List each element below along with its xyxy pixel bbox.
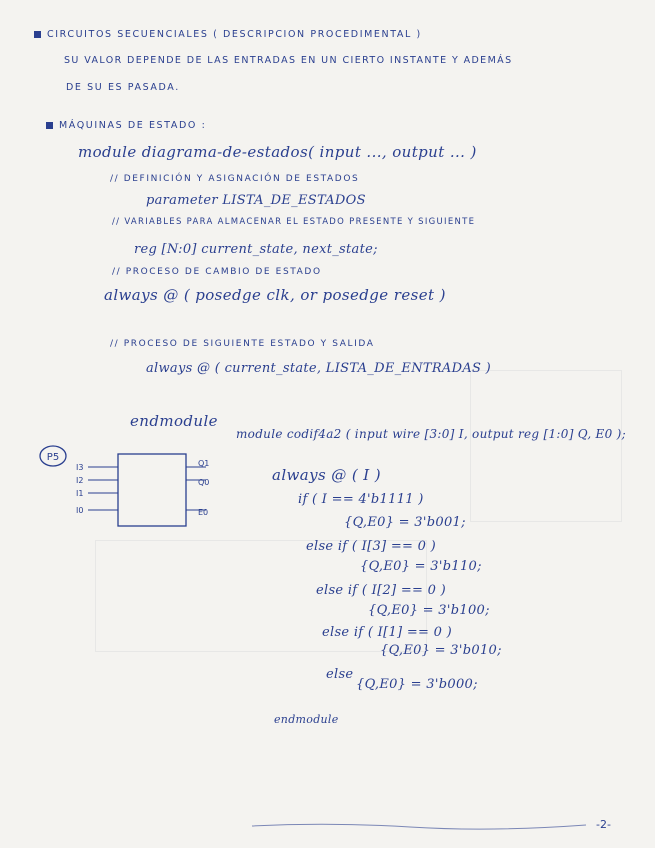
code-endmodule-1: endmodule <box>130 412 218 430</box>
code-module-declaration: module diagrama-de-estados( input ..., output ... ) <box>78 143 477 161</box>
bullet-mark <box>34 31 41 38</box>
code-always-clock: always @ ( posedge clk, or posedge reset ) <box>104 286 446 304</box>
output-label-e0: E0 <box>198 508 209 517</box>
input-label-i1: I1 <box>76 489 84 498</box>
bottom-rule <box>250 818 590 832</box>
code-assign-100: {Q,E0} = 3'b100; <box>368 603 490 618</box>
encoder-block <box>118 454 186 526</box>
page-number: -2- <box>596 818 611 831</box>
heading-circuitos-secuenciales <box>34 30 422 40</box>
comment-proceso-cambio-estado: // PROCESO DE CAMBIO DE ESTADO <box>112 267 322 277</box>
bullet-mark <box>46 122 53 129</box>
code-module-codif4a2: module codif4a2 ( input wire [3:0] I, output reg [1:0] Q, E0 ); <box>236 427 626 441</box>
input-label-i0: I0 <box>76 506 84 515</box>
output-label-q0: Q0 <box>198 478 210 487</box>
comment-proceso-siguiente-estado: // PROCESO DE SIGUIENTE ESTADO Y SALIDA <box>110 339 375 349</box>
text-line-definition: SU VALOR DEPENDE DE LAS ENTRADAS EN UN CIERTO INSTANTE Y ADEMÁS <box>64 55 513 66</box>
problem-label: P5 <box>46 452 60 463</box>
code-parameter-line: parameter LISTA_DE_ESTADOS <box>146 193 366 208</box>
output-label-q1: Q1 <box>198 459 210 468</box>
problem-label-circle <box>38 444 70 468</box>
input-label-i2: I2 <box>76 476 84 485</box>
code-assign-010: {Q,E0} = 3'b010; <box>380 643 502 658</box>
code-always-combinational: always @ ( current_state, LISTA_DE_ENTRADAS ) <box>146 361 492 376</box>
encoder-block-diagram <box>70 450 220 530</box>
code-else-if-i2: else if ( I[2] == 0 ) <box>316 583 447 598</box>
comment-variables-estado: // VARIABLES PARA ALMACENAR EL ESTADO PRESENTE Y SIGUIENTE <box>112 217 476 227</box>
code-if-all-ones: if ( I == 4'b1111 ) <box>298 492 424 507</box>
code-endmodule-2: endmodule <box>274 713 339 726</box>
code-else: else <box>326 667 354 682</box>
code-else-if-i3: else if ( I[3] == 0 ) <box>306 539 437 554</box>
line-text: CIRCUITOS SECUENCIALES ( DESCRIPCION PROCEDIMENTAL ) <box>47 29 422 40</box>
comment-definicion-estados: // DEFINICIÓN Y ASIGNACIÓN DE ESTADOS <box>110 174 360 184</box>
code-always-input: always @ ( I ) <box>272 466 381 484</box>
code-reg-declaration: reg [N:0] current_state, next_state; <box>134 242 378 257</box>
bleed-through-box <box>470 370 622 522</box>
input-label-i3: I3 <box>76 463 84 472</box>
code-else-if-i1: else if ( I[1] == 0 ) <box>322 625 453 640</box>
line-text: MÁQUINAS DE ESTADO : <box>59 120 207 131</box>
code-assign-110: {Q,E0} = 3'b110; <box>360 559 482 574</box>
code-assign-001: {Q,E0} = 3'b001; <box>344 515 466 530</box>
heading-maquinas-de-estado <box>46 121 206 131</box>
text-line-definition-end: DE SU ES PASADA. <box>66 82 180 93</box>
code-assign-000: {Q,E0} = 3'b000; <box>356 677 478 692</box>
